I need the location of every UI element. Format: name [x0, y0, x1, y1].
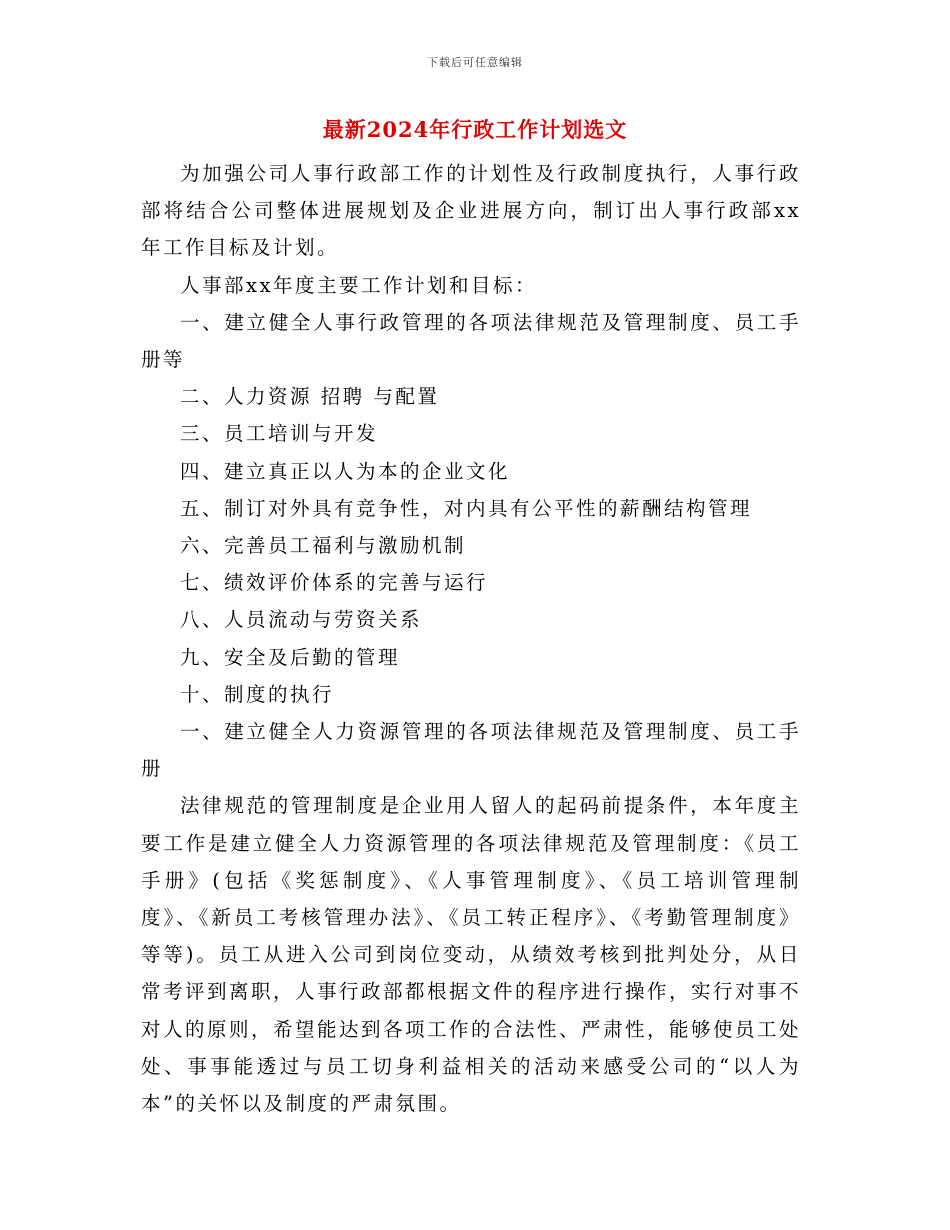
paragraph-plan-heading: 人事部xx年度主要工作计划和目标： [180, 273, 537, 297]
list-item: 二、人力资源 招聘 与配置 [180, 385, 440, 409]
paragraph-body: 法律规范的管理制度是企业用人留人的起码前提条件，本年度主要工作是建立健全人力资源管理的各项法律规范及管理制度：《员工手册》(包括《奖惩制度》、《人事管理制度》、《员工培训管理制度》、《新员工考核管理办法》、《员工转正程序》、《考勤管理制度》等等)。员工从进入公司到岗位变动，从绩效考核到批判处分，从日常考评到离职，人事行政部都根据文件的程序进行操作，实行对事不对人的原则，希望能达到各项工作的合法性、严肃性，能够使员工处处、事事能透过与员工切身利益相关的活动来感受公司的“以人为本”的关怀以及制度的严肃氛围。 [141, 794, 802, 1116]
list-item: 八、人员流动与劳资关系 [180, 608, 423, 632]
list-item: 四、建立真正以人为本的企业文化 [180, 459, 511, 483]
list-item: 三、员工培训与开发 [180, 422, 379, 446]
list-item: 十、制度的执行 [180, 682, 335, 706]
section-heading: 一、建立健全人力资源管理的各项法律规范及管理制度、员工手册 [141, 720, 801, 781]
list-item: 六、完善员工福利与激励机制 [180, 534, 467, 558]
list-item: 一、建立健全人事行政管理的各项法律规范及管理制度、员工手册等 [141, 310, 801, 372]
list-item: 七、绩效评价体系的完善与运行 [180, 571, 489, 595]
document-body [141, 155, 801, 1122]
list-item: 五、制订对外具有竞争性，对内具有公平性的薪酬结构管理 [180, 496, 753, 520]
header-note: 下载后可任意编辑 [427, 56, 523, 69]
paragraph-intro: 为加强公司人事行政部工作的计划性及行政制度执行，人事行政部将结合公司整体进展规划及企业进展方向，制订出人事行政部xx年工作目标及计划。 [141, 162, 801, 260]
list-item: 九、安全及后勤的管理 [180, 645, 401, 669]
document-title: 最新2024年行政工作计划选文 [322, 117, 628, 142]
